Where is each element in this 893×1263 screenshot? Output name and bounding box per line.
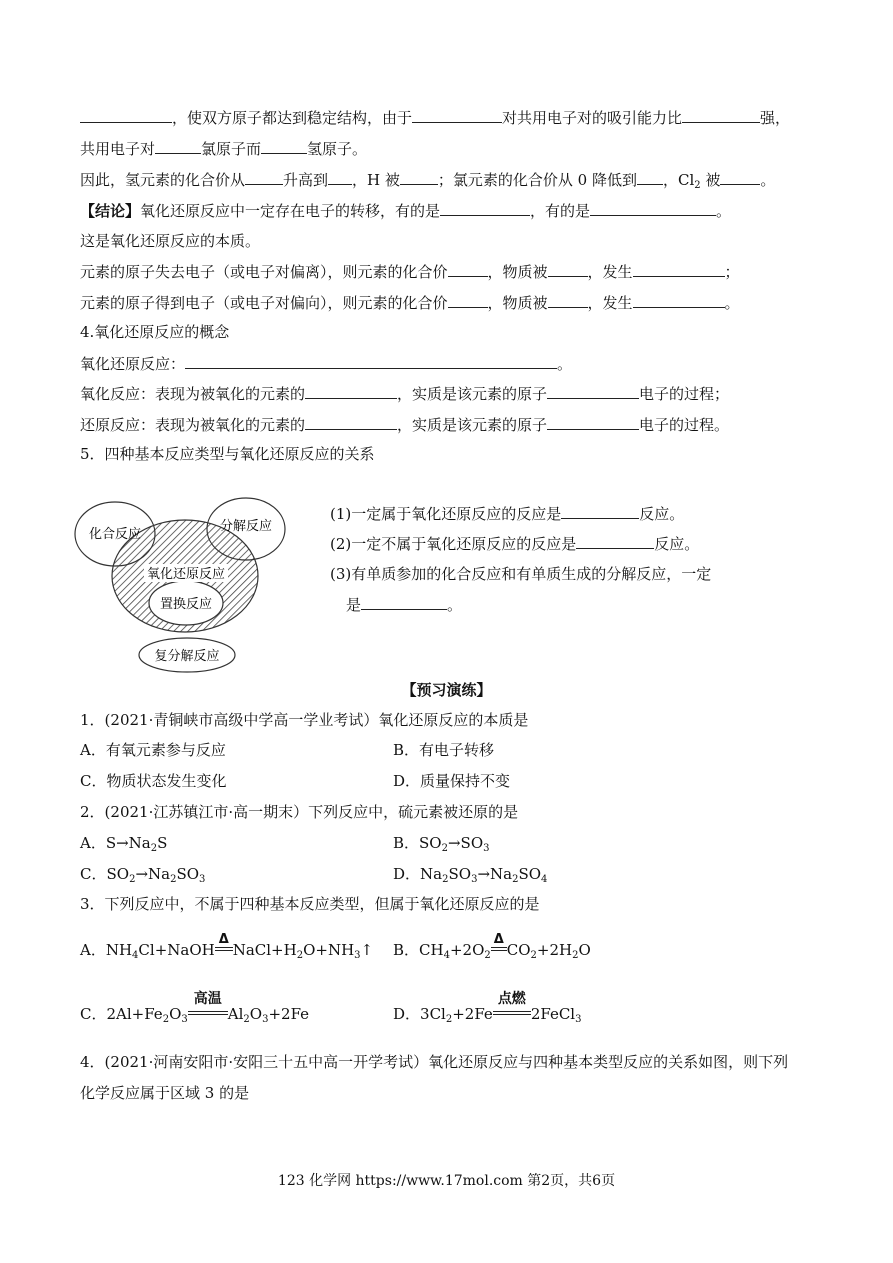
question-3: 3．下列反应中，不属于四种基本反应类型，但属于氧化还原反应的是 xyxy=(80,895,540,913)
fill-blank[interactable] xyxy=(682,107,760,123)
text: 强， xyxy=(760,109,791,127)
text: ，物质被 xyxy=(487,263,548,281)
text: ，H 被 xyxy=(352,171,400,189)
reaction-relationship-diagram xyxy=(70,494,300,679)
text: 电子的过程。 xyxy=(639,416,730,434)
fill-blank[interactable] xyxy=(245,169,283,185)
fill-blank[interactable] xyxy=(561,503,639,519)
fill-blank[interactable] xyxy=(400,169,438,185)
question-1: 1．(2021·青铜峡市高级中学高一学业考试）氧化还原反应的本质是 xyxy=(80,711,529,729)
fill-blank[interactable] xyxy=(633,292,725,308)
text: 电子的过程； xyxy=(639,385,730,403)
fill-blank[interactable] xyxy=(361,594,447,610)
text-line-8: 4.氧化还原反应的概念 xyxy=(80,323,230,341)
q3-option-c[interactable]: C．$2Al+Fe_2O_3$ 高温 $Al_2O_3+2Fe$ xyxy=(80,991,310,1025)
text: 是 xyxy=(346,596,362,614)
text: (2)一定不属于氧化还原反应的反应是 xyxy=(330,535,577,553)
fill-blank[interactable] xyxy=(590,200,716,216)
text: ，实质是该元素的原子 xyxy=(397,416,548,434)
text: 氧化还原反应： xyxy=(80,355,186,373)
text: ；氯元素的化合价从 0 降低到 xyxy=(437,171,637,189)
fill-blank[interactable] xyxy=(547,383,639,399)
text: 共用电子对 xyxy=(80,140,156,158)
text: 。 xyxy=(557,355,573,373)
high-temp-equals xyxy=(188,991,228,1019)
text-line-2 xyxy=(80,138,367,159)
q2-option-c[interactable]: C．$SO_2\to Na_2SO_3$ xyxy=(80,865,206,885)
diagram-question-1 xyxy=(330,503,684,524)
label-redox: 氧化还原反应 xyxy=(146,567,226,582)
text: 还原反应：表现为被氧化的元素的 xyxy=(80,416,306,434)
text: 因此，氢元素的化合价从 xyxy=(80,171,246,189)
text-line-11 xyxy=(80,414,729,435)
diagram-question-3-cont xyxy=(346,594,462,615)
fill-blank[interactable] xyxy=(412,107,502,123)
fill-blank[interactable] xyxy=(576,533,654,549)
page-footer: 123 化学网 https://www.17mol.com 第2页，共6页 xyxy=(277,1173,616,1189)
text: 。 xyxy=(760,171,776,189)
text-line-5: 这是氧化还原反应的本质。 xyxy=(80,232,261,250)
text-line-4 xyxy=(80,200,731,221)
heat-condition: Δ xyxy=(493,932,504,947)
text: 升高到 xyxy=(283,171,329,189)
text: 氧化还原反应中一定存在电子的转移，有的是 xyxy=(140,202,441,220)
text: ，有的是 xyxy=(530,202,591,220)
text: 反应。 xyxy=(639,505,685,523)
text: (1)一定属于氧化还原反应的反应是 xyxy=(330,505,562,523)
text: 反应。 xyxy=(654,535,700,553)
heat-equals xyxy=(491,932,507,955)
text: ； xyxy=(724,263,740,281)
text: ，发生 xyxy=(587,294,633,312)
text-line-9 xyxy=(80,353,572,374)
fill-blank[interactable] xyxy=(548,292,588,308)
fill-blank[interactable] xyxy=(80,107,172,123)
text-line-6 xyxy=(80,261,740,282)
text: ，物质被 xyxy=(487,294,548,312)
high-temp-condition: 高温 xyxy=(193,991,222,1007)
conclusion-label: 【结论】 xyxy=(80,202,141,220)
label-combination: 化合反应 xyxy=(88,527,142,542)
fill-blank[interactable] xyxy=(448,292,488,308)
subscript: 2 xyxy=(694,180,701,191)
question-4-cont: 化学反应属于区域 3 的是 xyxy=(80,1084,250,1102)
fill-blank[interactable] xyxy=(633,261,725,277)
fill-blank[interactable] xyxy=(305,414,397,430)
text-line-12: 5．四种基本反应类型与氧化还原反应的关系 xyxy=(80,445,375,463)
text: 。 xyxy=(724,294,740,312)
ignite-equals xyxy=(493,991,531,1019)
text: 氢原子。 xyxy=(307,140,368,158)
heat-condition: Δ xyxy=(218,932,229,947)
heat-equals xyxy=(215,932,233,955)
fill-blank[interactable] xyxy=(548,261,588,277)
text: 元素的原子失去电子（或电子对偏离），则元素的化合价 xyxy=(80,263,448,281)
text-line-7 xyxy=(80,292,740,313)
text: 氧化反应：表现为被氧化的元素的 xyxy=(80,385,306,403)
text: 对共用电子对的吸引能力比 xyxy=(502,109,683,127)
text: ，发生 xyxy=(587,263,633,281)
q1-option-a[interactable]: A．有氧元素参与反应 xyxy=(80,741,226,759)
fill-blank[interactable] xyxy=(328,169,352,185)
section-title: 【预习演练】 xyxy=(401,681,492,699)
text-line-3 xyxy=(80,169,775,190)
question-4: 4．(2021·河南安阳市·安阳三十五中高一开学考试）氧化还原反应与四种基本类型反应的关系如图，则下列 xyxy=(80,1053,789,1071)
q3-option-d[interactable]: D．$3Cl_2+2Fe$ 点燃 2FeCl$_3$ xyxy=(393,991,582,1025)
text: ，实质是该元素的原子 xyxy=(397,385,548,403)
q1-option-b[interactable]: B．有电子转移 xyxy=(393,741,495,759)
q2-option-a[interactable]: A．$S\to Na_2S$ xyxy=(80,834,168,854)
q3-option-a[interactable]: A．$NH_4Cl+NaOH$ Δ $NaCl+H_2O+NH_3↑$ xyxy=(80,932,374,961)
text: 。 xyxy=(716,202,732,220)
text: ，使双方原子都达到稳定结构，由于 xyxy=(172,109,413,127)
text: 氯原子而 xyxy=(201,140,262,158)
label-decomposition: 分解反应 xyxy=(219,519,273,534)
q3-option-b[interactable]: B．$CH_4+2O_2$ Δ $CO_2+2H_2O$ xyxy=(393,932,591,961)
fill-blank[interactable] xyxy=(720,169,760,185)
text: ，Cl xyxy=(662,171,695,189)
q1-option-c[interactable]: C．物质状态发生变化 xyxy=(80,772,227,790)
text: 。 xyxy=(447,596,463,614)
fill-blank[interactable] xyxy=(261,138,307,154)
fill-blank[interactable] xyxy=(185,353,557,369)
label-double-decomposition: 复分解反应 xyxy=(154,649,220,664)
q2-option-d[interactable]: D．$Na_2SO_3\to Na_2SO_4$ xyxy=(393,865,548,885)
fill-blank[interactable] xyxy=(637,169,663,185)
diagram-question-3: (3)有单质参加的化合反应和有单质生成的分解反应，一定 xyxy=(330,565,712,583)
ignite-condition: 点燃 xyxy=(497,991,526,1007)
fill-blank[interactable] xyxy=(448,261,488,277)
text-line-1 xyxy=(80,107,790,128)
label-displacement: 置换反应 xyxy=(159,597,213,612)
q1-option-d[interactable]: D．质量保持不变 xyxy=(393,772,511,790)
fill-blank[interactable] xyxy=(305,383,397,399)
q2-option-b[interactable]: B．$SO_2\to SO_3$ xyxy=(393,834,490,854)
text: 元素的原子得到电子（或电子对偏向），则元素的化合价 xyxy=(80,294,448,312)
text-line-10 xyxy=(80,383,729,404)
diagram-question-2 xyxy=(330,533,699,554)
text: 被 xyxy=(700,171,721,189)
fill-blank[interactable] xyxy=(155,138,201,154)
question-2: 2．(2021·江苏镇江市·高一期末）下列反应中，硫元素被还原的是 xyxy=(80,803,519,821)
fill-blank[interactable] xyxy=(547,414,639,430)
fill-blank[interactable] xyxy=(440,200,530,216)
